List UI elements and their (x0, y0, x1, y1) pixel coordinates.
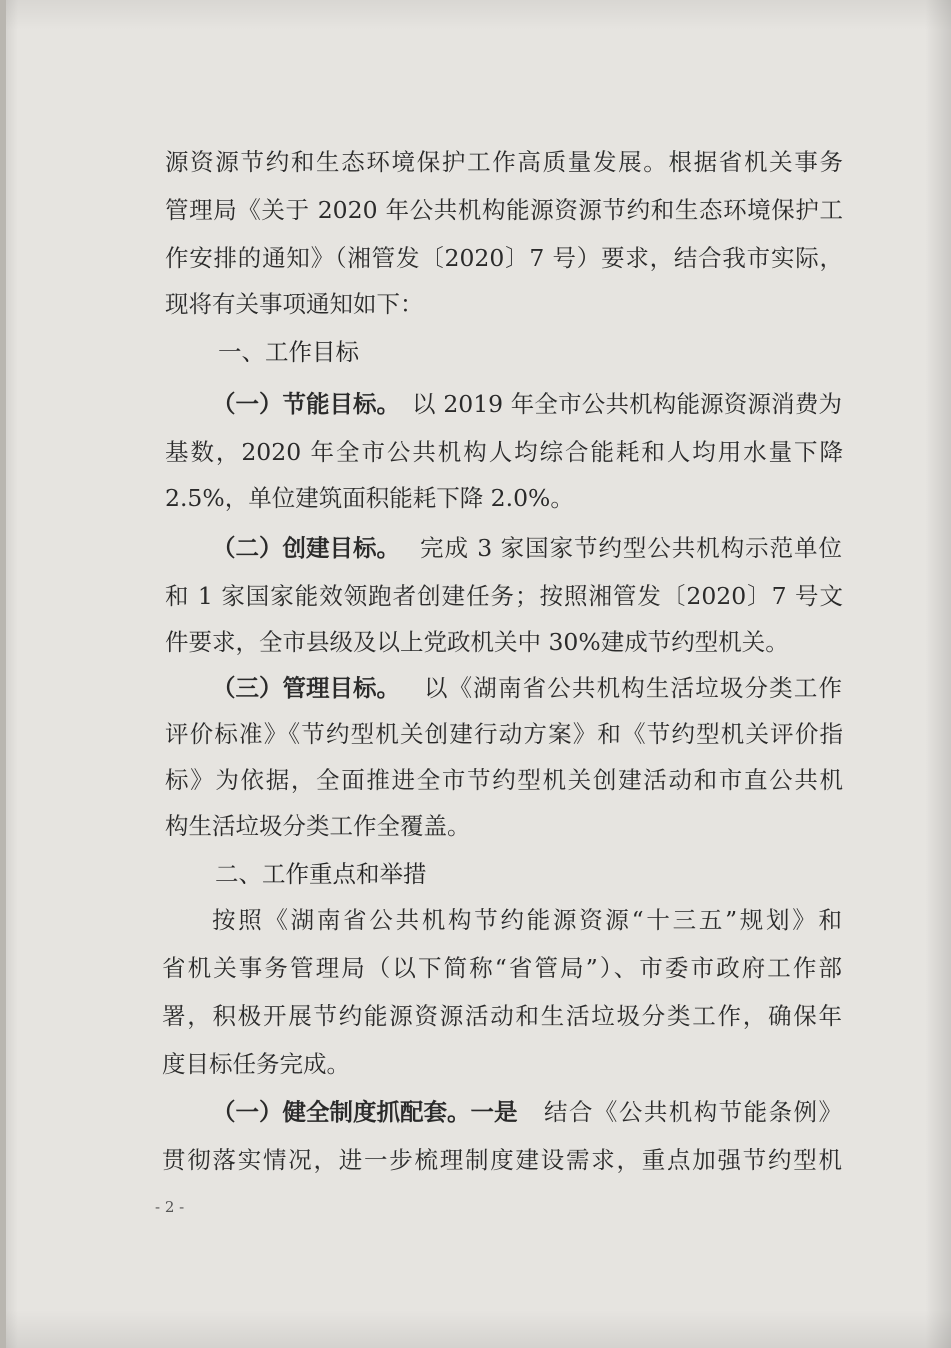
paragraph-line (0, 432, 951, 472)
body-text: 件要求，全市县级及以上党政机关中 30%建成节约型机关。 (165, 628, 789, 656)
body-text: 完成 3 家国家节约型公共机构示范单位 (420, 534, 842, 562)
body-text: 以 2019 年全市公共机构能源资源消费为 (412, 390, 842, 418)
body-text: 度目标任务完成。 (162, 1050, 350, 1078)
item-lead: （一）健全制度抓配套。一是 (212, 1098, 518, 1126)
paragraph-line (0, 478, 951, 518)
body-text: 省机关事务管理局（以下简称“省管局”）、市委市政府工作部 (162, 954, 842, 982)
item-line (0, 384, 951, 424)
body-text: 2.5%，单位建筑面积能耗下降 2.0%。 (165, 484, 574, 512)
paragraph-line (0, 806, 951, 846)
body-text: 现将有关事项通知如下： (165, 290, 424, 318)
paragraph-line (0, 284, 951, 324)
body-text: 作安排的通知》（湘管发〔2020〕7 号）要求，结合我市实际， (165, 244, 843, 272)
item-line (0, 668, 951, 708)
item-lead: （一）节能目标。 (212, 390, 400, 418)
item-lead: （二）创建目标。 (212, 534, 400, 562)
body-text: 按照《湖南省公共机构节约能源资源“十三五”规划》和 (212, 906, 842, 934)
paragraph-line (0, 1044, 951, 1084)
paragraph-line (0, 238, 951, 278)
paragraph-line (0, 142, 951, 182)
body-text: 贯彻落实情况，进一步梳理制度建设需求，重点加强节约型机 (162, 1146, 842, 1174)
page-number: - 2 - (155, 1198, 185, 1216)
paragraph-line (0, 948, 951, 988)
body-text: 评价标准》《节约型机关创建行动方案》和《节约型机关评价指 (165, 720, 843, 748)
section-heading-text: 一、工作目标 (218, 338, 359, 366)
paragraph-line (0, 1140, 951, 1180)
body-text: 署，积极开展节约能源资源活动和生活垃圾分类工作，确保年 (162, 1002, 842, 1030)
paragraph-line (0, 576, 951, 616)
body-text: 标》为依据，全面推进全市节约型机关创建活动和市直公共机 (165, 766, 843, 794)
body-text: 基数，2020 年全市公共机构人均综合能耗和人均用水量下降 (165, 438, 843, 466)
section-heading (0, 332, 951, 372)
item-line (0, 528, 951, 568)
body-text: 结合《公共机构节能条例》 (544, 1098, 842, 1126)
body-text: 和 1 家国家能效领跑者创建任务；按照湘管发〔2020〕7 号文 (165, 582, 843, 610)
paragraph-line (0, 622, 951, 662)
paragraph-line (0, 714, 951, 754)
body-text: 构生活垃圾分类工作全覆盖。 (165, 812, 471, 840)
body-text: 源资源节约和生态环境保护工作高质量发展。根据省机关事务 (165, 148, 843, 176)
paragraph-line (0, 190, 951, 230)
item-lead: （三）管理目标。 (212, 674, 400, 702)
paragraph-line (0, 996, 951, 1036)
body-text: 管理局《关于 2020 年公共机构能源资源节约和生态环境保护工 (165, 196, 843, 224)
body-text: 以《湖南省公共机构生活垃圾分类工作 (424, 674, 842, 702)
section-heading (0, 854, 951, 894)
paragraph-line (0, 900, 951, 940)
section-heading-text: 二、工作重点和举措 (215, 860, 427, 888)
paragraph-line (0, 760, 951, 800)
item-line (0, 1092, 951, 1132)
